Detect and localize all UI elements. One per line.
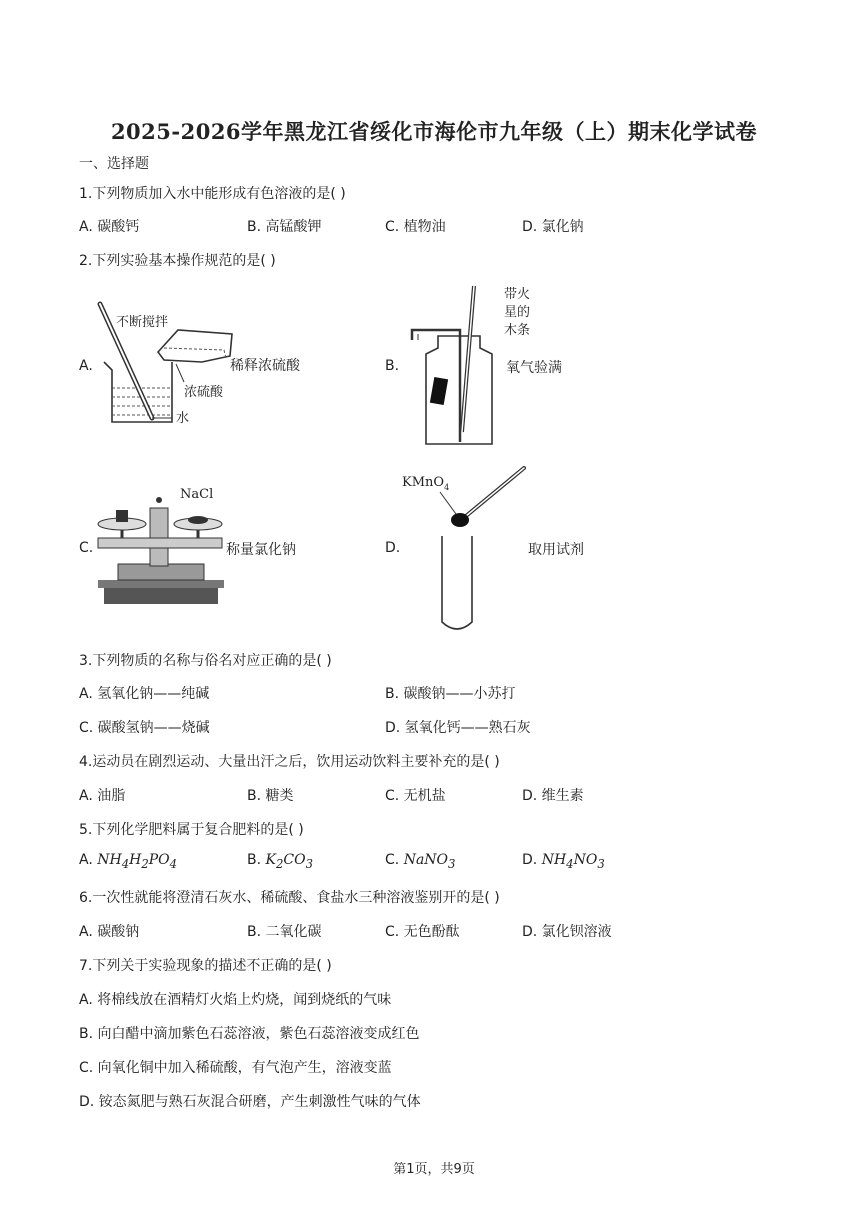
caption-oxygen-check: 氧气验满 [506,360,562,376]
question-3-option-b: B. 碳酸钠——小苏打 [385,686,516,702]
page-footer: 第1页，共9页 [393,1162,475,1177]
question-4-stem: 4.运动员在剧烈运动、大量出汗之后，饮用运动饮料主要补充的是( ) [79,754,500,770]
question-3-option-d: D. 氢氧化钙——熟石灰 [385,720,531,736]
question-2-option-c: C. [79,540,94,556]
question-4-option-b: B. 糖类 [247,788,294,804]
figure-reagent-spoon [400,462,600,634]
question-7-option-b: B. 向白醋中滴加紫色石蕊溶液，紫色石蕊溶液变成红色 [79,1026,420,1042]
label-stir: 不断搅拌 [116,315,169,330]
question-7-option-a: A. 将棉线放在酒精灯火焰上灼烧，闻到烧纸的气味 [79,992,392,1008]
caption-dilute-acid: 稀释浓硫酸 [230,358,300,374]
caption-take-reagent: 取用试剂 [528,542,584,558]
section-heading: 一、选择题 [79,156,149,172]
question-6-option-c: C. 无色酚酞 [385,924,460,940]
question-2-option-a: A. [79,358,93,374]
question-1-stem: 1.下列物质加入水中能形成有色溶液的是( ) [79,186,346,202]
question-3-option-a: A. 氢氧化钠——纯碱 [79,686,210,702]
question-4-option-c: C. 无机盐 [385,788,446,804]
question-7-option-d: D. 铵态氮肥与熟石灰混合研磨，产生刺激性气味的气体 [79,1094,421,1110]
question-6-option-b: B. 二氧化碳 [247,924,322,940]
question-2-option-b: B. [385,358,400,374]
figure-dilute-sulfuric-acid [92,290,322,430]
question-5-option-c: C. NaNO$_3$ [385,852,456,871]
label-kmno4: KMnO$_4$ [402,475,450,492]
exam-title: 2025-2026学年黑龙江省绥化市海伦市九年级（上）期末化学试卷 [110,119,758,144]
question-5-option-a: A. $NH_4H_2PO_4$ [79,852,178,871]
figure-oxygen-check [400,282,600,450]
question-5-stem: 5.下列化学肥料属于复合肥料的是( ) [79,822,304,838]
label-glowing-3: 木条 [504,323,531,338]
question-2-option-d: D. [385,540,401,556]
question-5-option-d: D. $NH_4NO_3$ [522,852,605,871]
label-glowing-1: 带火 [504,287,531,302]
question-6-option-a: A. 碳酸钠 [79,924,140,940]
question-1-option-c: C. 植物油 [385,219,446,235]
question-7-option-c: C. 向氧化铜中加入稀硫酸，有气泡产生，溶液变蓝 [79,1060,392,1076]
question-2-stem: 2.下列实验基本操作规范的是( ) [79,253,276,269]
label-nacl: NaCl [180,487,214,502]
question-1-option-b: B. 高锰酸钾 [247,219,322,235]
label-water: 水 [176,411,190,426]
label-glowing-2: 星的 [504,305,531,320]
caption-weigh: 称量氯化钠 [226,542,296,558]
question-6-option-d: D. 氯化钡溶液 [522,924,612,940]
question-3-stem: 3.下列物质的名称与俗名对应正确的是( ) [79,653,332,669]
question-4-option-a: A. 油脂 [79,788,126,804]
question-3-option-c: C. 碳酸氢钠——烧碱 [79,720,210,736]
question-7-stem: 7.下列关于实验现象的描述不正确的是( ) [79,958,332,974]
figure-balance [94,480,324,608]
question-5-option-b: B. $K_2CO_3$ [247,852,314,871]
question-6-stem: 6.一次性就能将澄清石灰水、稀硫酸、食盐水三种溶液鉴别开的是( ) [79,890,500,906]
label-conc-acid: 浓硫酸 [184,385,224,400]
question-4-option-d: D. 维生素 [522,788,584,804]
question-1-option-a: A. 碳酸钙 [79,219,140,235]
question-1-option-d: D. 氯化钠 [522,219,584,235]
